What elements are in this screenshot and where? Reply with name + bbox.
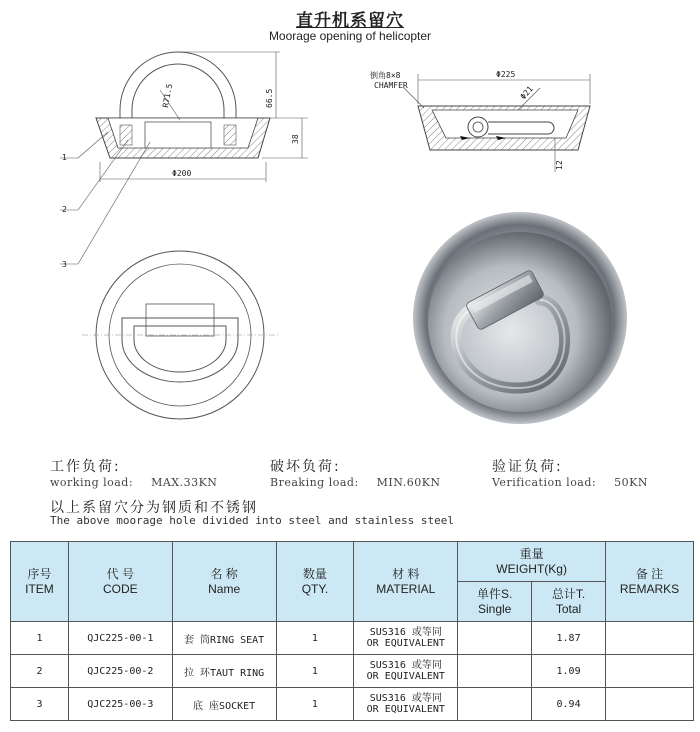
cell-item: 2	[11, 655, 69, 688]
dim-height: 66.5	[265, 88, 274, 108]
dim-radius: R71.5	[161, 83, 175, 109]
chamfer-label-cn: 倒角8×8	[370, 71, 401, 80]
table-row	[11, 655, 694, 688]
cell-code: QJC225-00-3	[68, 688, 172, 721]
callout-2: 2	[62, 205, 67, 214]
verification-load-en: Verification load:	[492, 476, 597, 489]
header-material: 材 料 MATERIAL	[354, 542, 458, 622]
header-code: 代 号 CODE	[68, 542, 172, 622]
table-row	[11, 688, 694, 721]
header-weight: 重量 WEIGHT(Kg)	[458, 542, 606, 582]
cell-qty: 1	[276, 622, 354, 655]
cell-name: 套 筒RING SEAT	[172, 622, 276, 655]
header-item: 序号 ITEM	[11, 542, 69, 622]
cell-item: 1	[11, 622, 69, 655]
side-section-view	[370, 70, 590, 172]
cell-total: 1.09	[532, 655, 606, 688]
cell-single	[458, 655, 532, 688]
cell-total: 0.94	[532, 688, 606, 721]
header-name: 名 称 Name	[172, 542, 276, 622]
header-remarks: 备 注 REMARKS	[606, 542, 694, 622]
cell-code: QJC225-00-1	[68, 622, 172, 655]
front-section-view	[60, 52, 308, 269]
chamfer-label-en: CHAMFER	[374, 81, 408, 90]
cell-code: QJC225-00-2	[68, 655, 172, 688]
cell-material: SUS316 或等同 OR EQUIVALENT	[354, 688, 458, 721]
header-total: 总计T. Total	[532, 582, 606, 622]
callout-1: 1	[62, 153, 67, 162]
dim-depth: 38	[291, 134, 300, 144]
dim-thickness: 12	[555, 160, 564, 170]
header-qty: 数量 QTY.	[276, 542, 354, 622]
dim-phi21: Φ21	[518, 84, 535, 102]
cell-single	[458, 688, 532, 721]
dim-diameter: Φ200	[172, 169, 192, 178]
table-row	[11, 622, 694, 655]
cell-name: 底 座SOCKET	[172, 688, 276, 721]
cell-name: 拉 环TAUT RING	[172, 655, 276, 688]
breaking-load	[270, 456, 441, 489]
working-load-cn: 工作负荷:	[50, 459, 121, 475]
cell-material: SUS316 或等同 OR EQUIVALENT	[354, 622, 458, 655]
verification-load-cn: 验证负荷:	[492, 459, 563, 475]
working-load-en: working load:	[50, 476, 134, 489]
product-photo	[413, 212, 627, 424]
cell-remarks	[606, 622, 694, 655]
dim-diameter-225: Φ225	[496, 70, 516, 79]
note-cn: 以上系留穴分为钢质和不锈钢	[50, 500, 258, 516]
cell-item: 3	[11, 688, 69, 721]
breaking-load-en: Breaking load:	[270, 476, 359, 489]
callout-3: 3	[62, 260, 67, 269]
cell-total: 1.87	[532, 622, 606, 655]
verification-load	[492, 456, 648, 489]
cell-remarks	[606, 655, 694, 688]
cell-material: SUS316 或等同 OR EQUIVALENT	[354, 655, 458, 688]
working-load	[50, 456, 217, 489]
cell-qty: 1	[276, 688, 354, 721]
cell-single	[458, 622, 532, 655]
working-load-value: MAX.33KN	[151, 476, 218, 489]
breaking-load-cn: 破坏负荷:	[270, 459, 341, 475]
page-title: 直升机系留穴	[296, 11, 404, 31]
header-single: 单件S. Single	[458, 582, 532, 622]
cell-qty: 1	[276, 655, 354, 688]
plan-view	[82, 251, 278, 419]
bom-table	[10, 541, 694, 721]
breaking-load-value: MIN.60KN	[376, 476, 441, 489]
note-en: The above moorage hole divided into steel and stainless steel	[50, 514, 454, 527]
verification-load-value: 50KN	[614, 476, 648, 489]
cell-remarks	[606, 688, 694, 721]
page-subtitle: Moorage opening of helicopter	[268, 29, 432, 43]
